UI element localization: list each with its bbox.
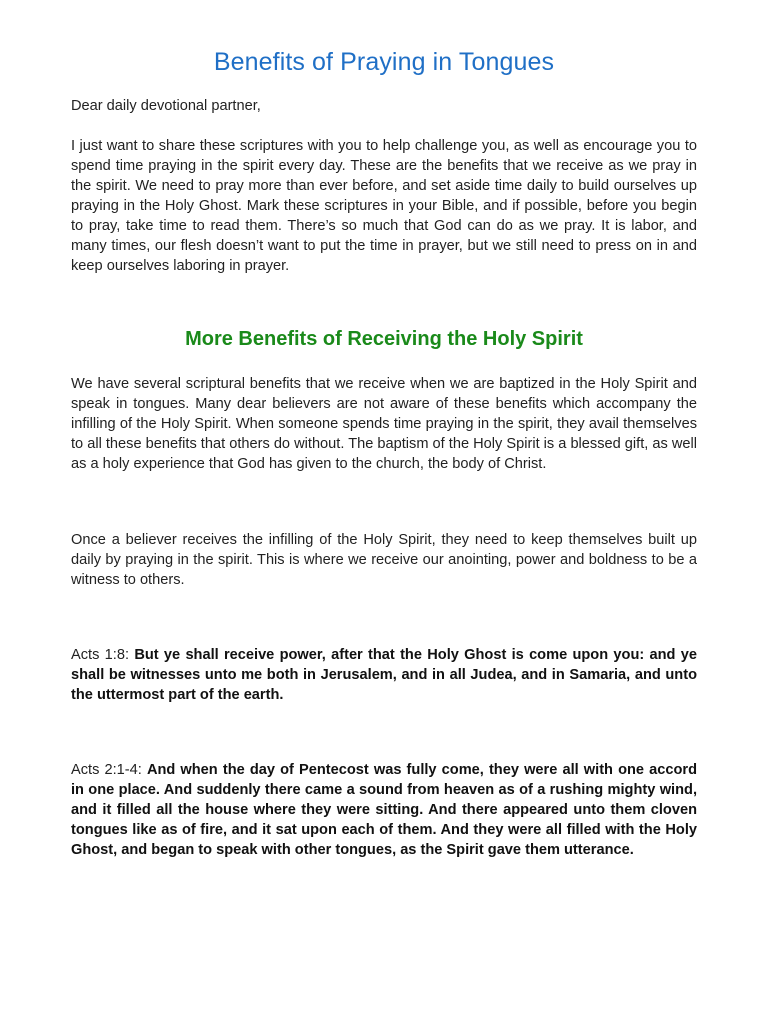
infilling-paragraph: Once a believer receives the infilling of the Holy Spirit, they need to keep themselves built up daily by praying in the spirit. This is where we receive our anointing, power and boldness to be a witness to others. (71, 532, 697, 588)
scripture-acts-2-1-4 (71, 760, 697, 860)
scripture-reference: Acts 1:8: (71, 647, 135, 663)
scripture-text: And when the day of Pentecost was fully come, they were all with one accord in one place. And suddenly there came a sound from heaven as of a rushing mighty wind, and it filled all the house where they were sitting. And there appeared unto them cloven tongues like as of fire, and it sat upon each of them. And they were all filled with the Holy Ghost, and began to speak with other tongues, as the Spirit gave them utterance. (71, 762, 698, 858)
benefits-paragraph: We have several scriptural benefits that we receive when we are baptized in the Holy Spirit and speak in tongues. Many dear believers are not aware of these benefits which accompany the infilling of the Holy Spirit. When someone spends time praying in the spirit, they avail themselves to all these benefits that others do without. The baptism of the Holy Spirit is a blessed gift, as well as a holy experience that God has given to the church, the body of Christ. (71, 376, 697, 472)
scripture-reference: Acts 2:1-4: (71, 762, 147, 778)
intro-paragraph: I just want to share these scriptures with you to help challenge you, as well as encourage you to spend time praying in the spirit every day. These are the benefits that we receive as we pray in the spirit. We need to pray more than ever before, and set aside time daily to build ourselves up praying in the Holy Ghost. Mark these scriptures in your Bible, and if possible, before you begin to pray, take time to read them. There’s so much that God can do as we pray. It is labor, and many times, our flesh doesn’t want to put the time in prayer, but we still need to press on in and keep ourselves laboring in prayer. (71, 138, 697, 274)
page-title: Benefits of Praying in Tongues (213, 48, 555, 76)
scripture-acts-1-8 (71, 645, 697, 705)
section-heading: More Benefits of Receiving the Holy Spirit (185, 328, 583, 350)
greeting: Dear daily devotional partner, (71, 98, 261, 114)
scripture-text: But ye shall receive power, after that the Holy Ghost is come upon you: and ye shall be witnesses unto me both in Jerusalem, and in all Judea, and in Samaria, and unto the uttermost part of the earth. (71, 647, 697, 703)
